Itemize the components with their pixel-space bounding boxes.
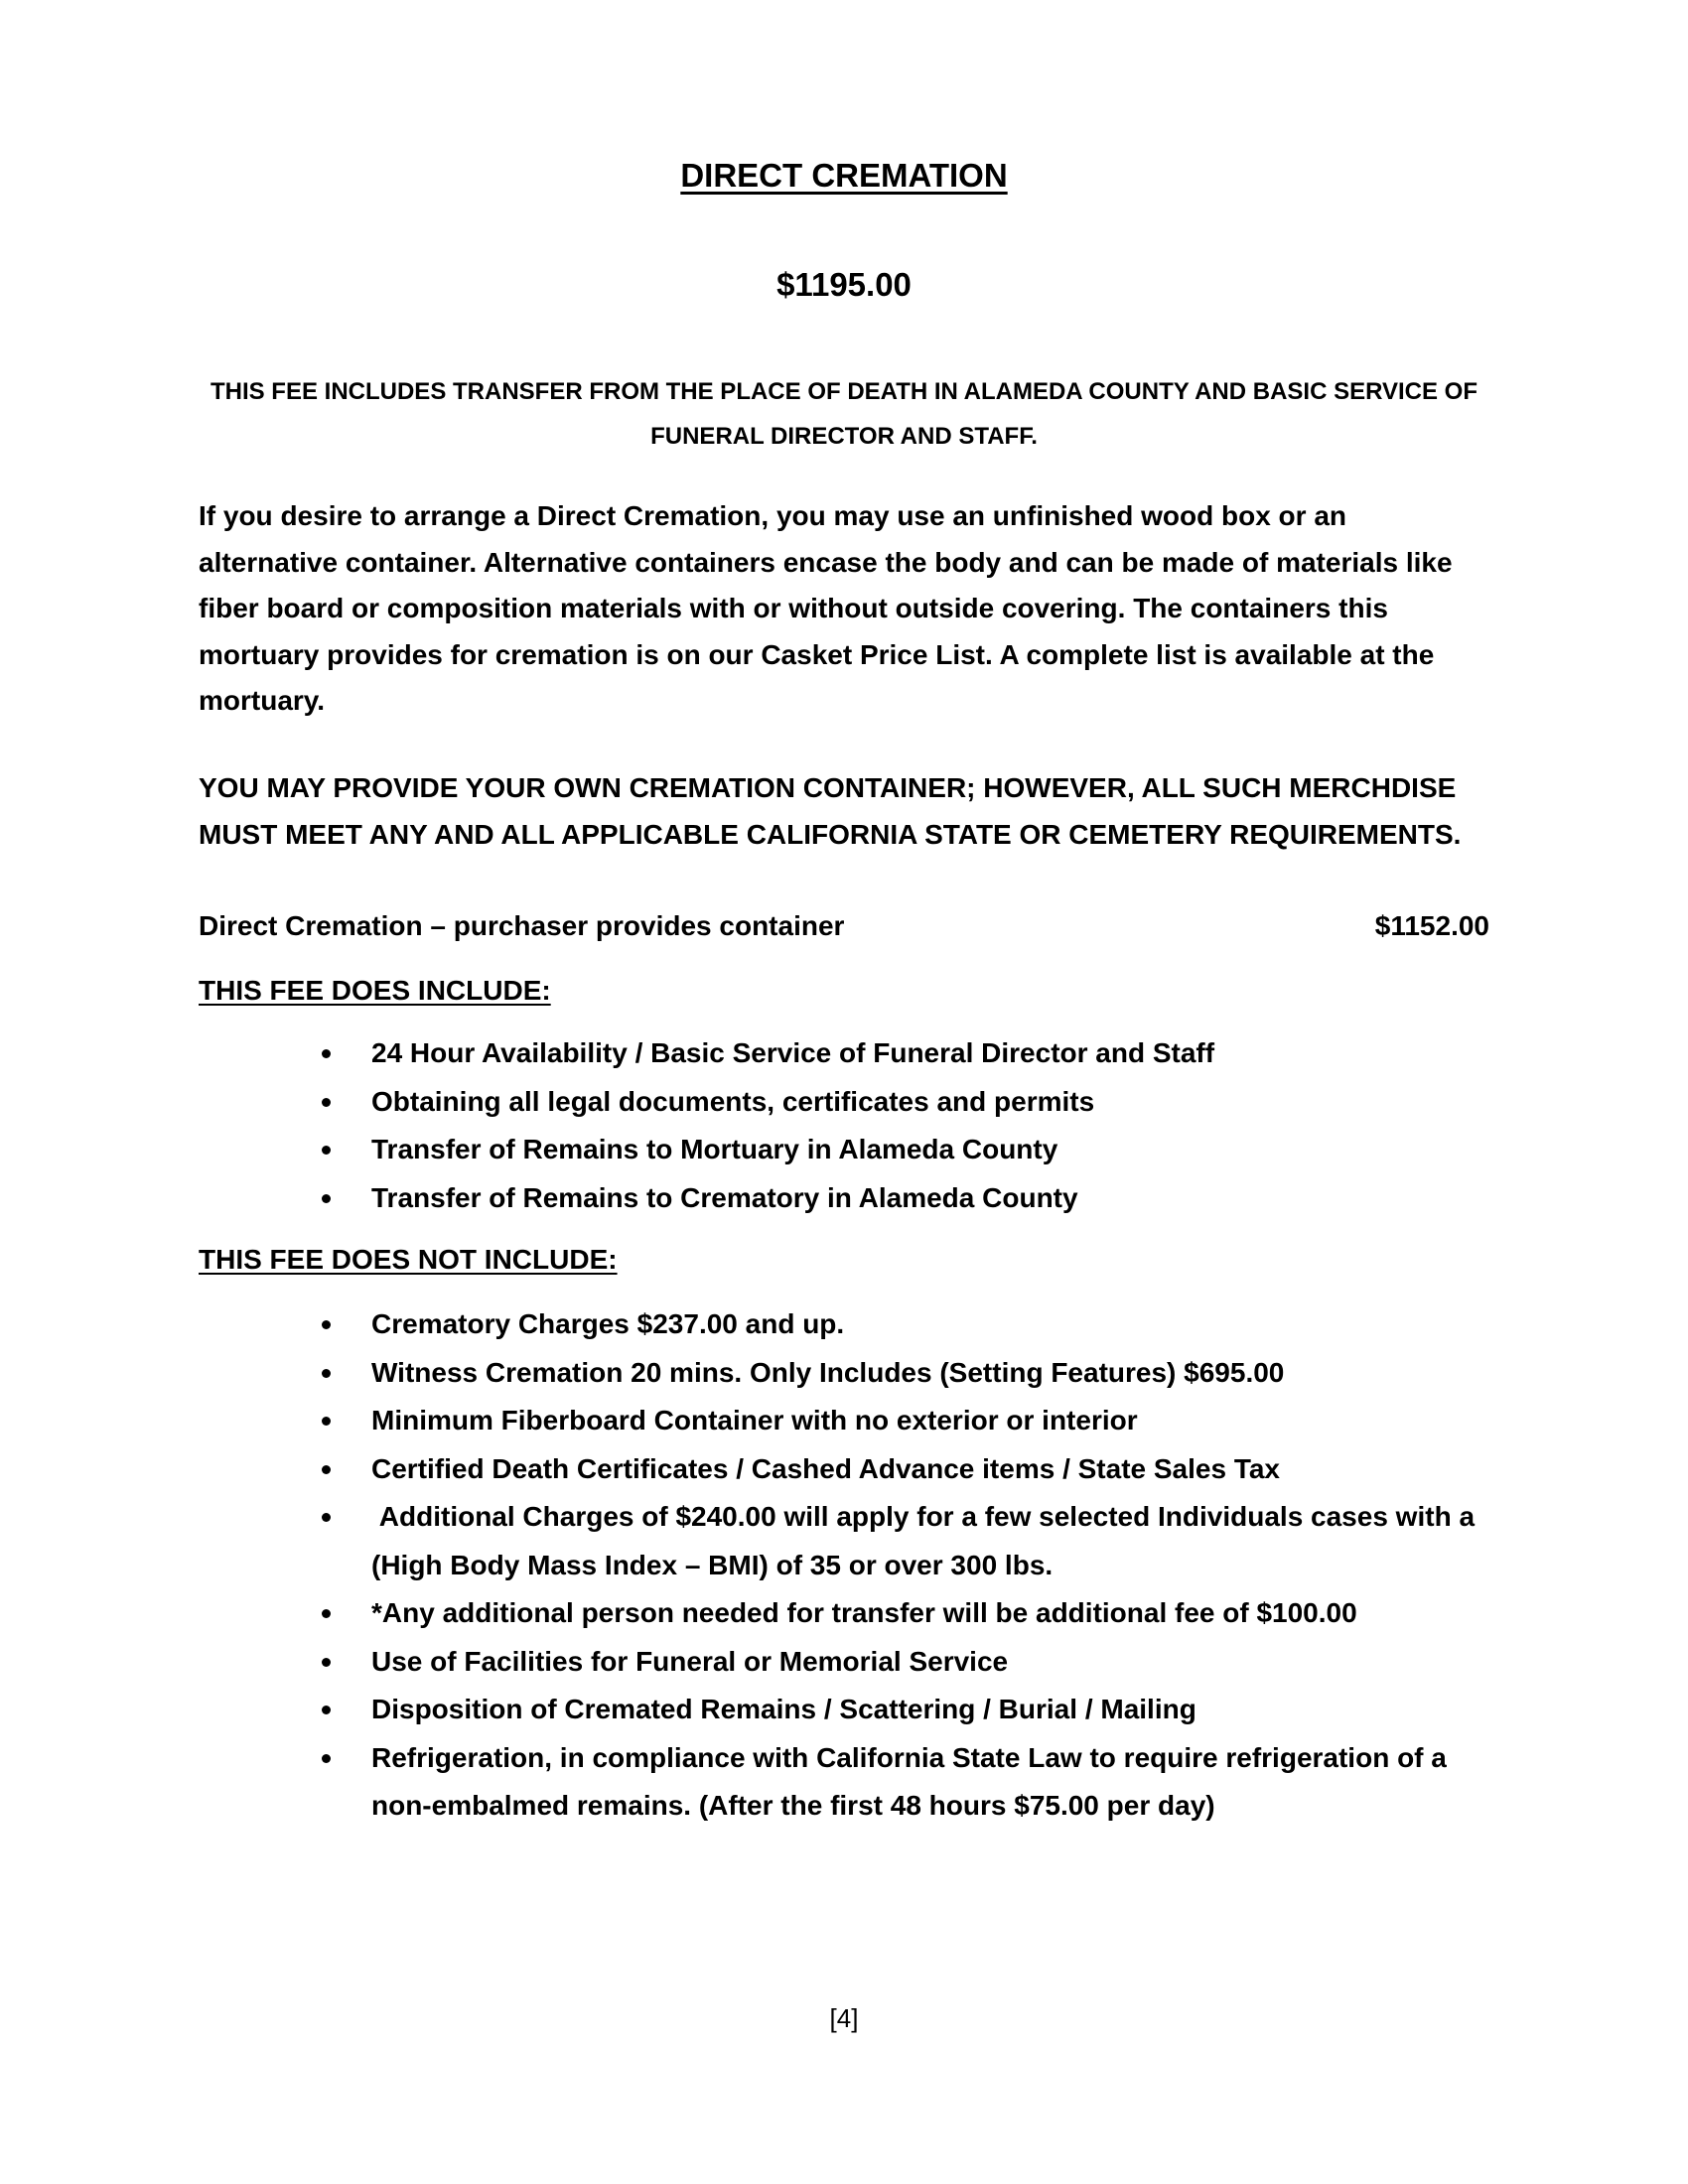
list-item — [0, 1078, 1493, 1127]
includes-heading: THIS FEE DOES INCLUDE: — [199, 975, 551, 1006]
list-item — [0, 1174, 1493, 1223]
bullet-icon — [322, 1609, 331, 1618]
list-item — [0, 1397, 1493, 1445]
bullet-icon — [322, 1049, 331, 1058]
bullet-icon — [322, 1146, 331, 1155]
page-title: DIRECT CREMATION — [680, 157, 1008, 194]
list-item — [0, 1126, 1493, 1174]
list-item-text: *Any additional person needed for transfer will be additional fee of $100.00 — [371, 1597, 1357, 1628]
bullet-icon — [322, 1513, 331, 1522]
list-item-text: Refrigeration, in compliance with California State Law to require refrigeration of a non-embalmed remains. (After the first 48 hours $75.00 per day) — [371, 1741, 1447, 1821]
list-item — [0, 1734, 1493, 1831]
excludes-list — [0, 1300, 1688, 1831]
list-item-text: Crematory Charges $237.00 and up. — [371, 1308, 845, 1339]
bullet-icon — [322, 1754, 331, 1763]
list-item-text: Additional Charges of $240.00 will apply for a few selected Individuals cases with a (High Body Mass Index – BMI) of 35 or over 300 lbs. — [371, 1501, 1482, 1580]
list-item — [0, 1029, 1493, 1078]
list-item — [0, 1638, 1493, 1687]
bullet-icon — [322, 1465, 331, 1474]
list-item-text: Minimum Fiberboard Container with no exterior or interior — [371, 1405, 1138, 1435]
bullet-icon — [322, 1194, 331, 1203]
list-item — [0, 1589, 1493, 1638]
list-item-text: 24 Hour Availability / Basic Service of Funeral Director and Staff — [371, 1037, 1215, 1068]
bullet-icon — [322, 1658, 331, 1667]
list-item — [0, 1300, 1493, 1349]
list-item-text: Obtaining all legal documents, certificates and permits — [371, 1085, 1095, 1117]
includes-banner: THIS FEE INCLUDES TRANSFER FROM THE PLACE OF DEATH IN ALAMEDA COUNTY AND BASIC SERVICE OF FUNERAL DIRECTOR AND STAFF. — [210, 378, 1478, 450]
list-item — [0, 1493, 1493, 1589]
bullet-icon — [322, 1369, 331, 1378]
bullet-icon — [322, 1098, 331, 1107]
list-item — [0, 1445, 1493, 1494]
main-price: $1195.00 — [776, 266, 912, 303]
list-item-text: Transfer of Remains to Crematory in Alameda County — [371, 1181, 1078, 1213]
list-item-text: Disposition of Cremated Remains / Scattering / Burial / Mailing — [371, 1694, 1196, 1724]
bullet-icon — [322, 1706, 331, 1714]
excludes-heading: THIS FEE DOES NOT INCLUDE: — [199, 1244, 618, 1275]
price-row-amount: $1152.00 — [1374, 910, 1489, 941]
list-item — [0, 1686, 1493, 1734]
includes-list — [0, 1029, 1688, 1222]
list-item-text: Certified Death Certificates / Cashed Advance items / State Sales Tax — [371, 1452, 1281, 1484]
page-number: [4] — [829, 2003, 859, 2033]
list-item — [0, 1349, 1493, 1398]
list-item-text: Transfer of Remains to Mortuary in Alameda County — [371, 1134, 1058, 1164]
purchaser-container-price-row — [199, 903, 1489, 949]
list-item-text: Use of Facilities for Funeral or Memorial Service — [371, 1645, 1009, 1677]
container-paragraph: If you desire to arrange a Direct Cremation, you may use an unfinished wood box or an alternative container. Alternative containers encase the body and can be made of materials like fiber board or composition materials with or without outside covering. The containers this mortuary provides for cremation is on our Casket Price List. A complete list is available at the mortuary. — [199, 500, 1453, 716]
list-item-text: Witness Cremation 20 mins. Only Includes (Setting Features) $695.00 — [371, 1356, 1285, 1388]
bullet-icon — [322, 1417, 331, 1426]
price-row-label: Direct Cremation – purchaser provides container — [199, 910, 845, 941]
bullet-icon — [322, 1320, 331, 1329]
requirements-paragraph: YOU MAY PROVIDE YOUR OWN CREMATION CONTAINER; HOWEVER, ALL SUCH MERCHDISE MUST MEET ANY AND ALL APPLICABLE CALIFORNIA STATE OR CEMETERY REQUIREMENTS. — [199, 772, 1462, 850]
